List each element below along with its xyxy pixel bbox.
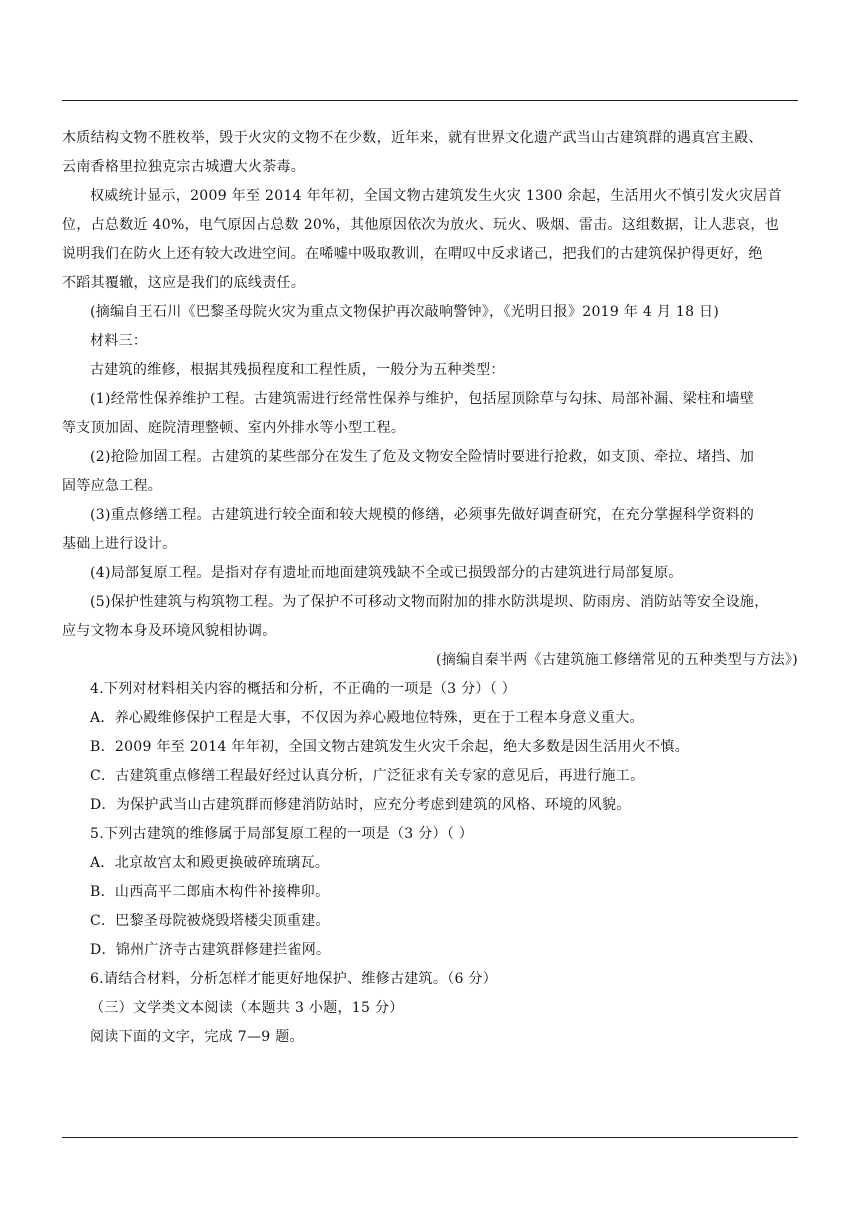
passage-text: 古建筑的维修，根据其残损程度和工程性质，一般分为五种类型： xyxy=(90,362,505,378)
passage-text: 应与文物本身及环境风貌相协调。 xyxy=(62,623,277,639)
header-rule xyxy=(62,100,798,101)
section-instruction: 阅读下面的文字，完成 7—9 题。 xyxy=(90,1029,304,1045)
passage-text: 不蹈其覆辙，这应是我们的底线责任。 xyxy=(62,275,306,291)
question-5-option-b: B．山西高平二郎庙木构件补接榫卯。 xyxy=(90,884,330,900)
question-4-title: 4.下列对材料相关内容的概括和分析，不正确的一项是（3 分）（ ） xyxy=(90,681,517,697)
question-4-option-c: C．古建筑重点修缮工程最好经过认真分析，广泛征求有关专家的意见后，再进行施工。 xyxy=(90,768,645,784)
passage-text: 木质结构文物不胜枚举，毁于火灾的文物不在少数，近年来，就有世界文化遗产武当山古建筑群的遇真宫主殿、 xyxy=(62,130,763,146)
source-citation: (摘编自王石川《巴黎圣母院火灾为重点文物保护再次敲响警钟》，《光明日报》2019 年 4 月 18 日) xyxy=(90,304,720,320)
passage-text: 固等应急工程。 xyxy=(62,478,163,494)
footer-rule xyxy=(62,1137,798,1138)
section-heading: （三）文学类文本阅读（本题共 3 小题，15 分） xyxy=(90,1000,404,1016)
question-5-option-d: D．锦州广济寺古建筑群修建拦雀网。 xyxy=(90,942,331,958)
passage-text: 等支顶加固、庭院清理整顿、室内外排水等小型工程。 xyxy=(62,420,406,436)
question-6-title: 6.请结合材料，分析怎样才能更好地保护、维修古建筑。（6 分） xyxy=(90,971,498,987)
passage-text: 基础上进行设计。 xyxy=(62,536,177,552)
passage-text: 云南香格里拉独克宗古城遭大火荼毒。 xyxy=(62,159,306,175)
passage-text: 权威统计显示，2009 年至 2014 年年初，全国文物古建筑发生火灾 1300 余起，生活用火不慎引发火灾居首 xyxy=(90,188,782,204)
passage-text: (4)局部复原工程。是指对存有遗址而地面建筑残缺不全或已损毁部分的古建筑进行局部复原。 xyxy=(90,565,683,581)
material-label: 材料三： xyxy=(90,333,148,349)
question-5-title: 5.下列古建筑的维修属于局部复原工程的一项是（3 分）（ ） xyxy=(90,826,474,842)
passage-text: 位，占总数近 40%，电气原因占总数 20%，其他原因依次为放火、玩火、吸烟、雷击。这组数据，让人悲哀，也 xyxy=(62,217,780,233)
passage-text: (2)抢险加固工程。古建筑的某些部分在发生了危及文物安全险情时要进行抢救，如支顶、牵拉、堵挡、加 xyxy=(90,449,755,465)
question-5-option-c: C．巴黎圣母院被烧毁塔楼尖顶重建。 xyxy=(90,913,330,929)
passage-text: (1)经常性保养维护工程。古建筑需进行经常性保养与维护，包括屋顶除草与勾抹、局部补漏、梁柱和墙壁 xyxy=(90,391,755,407)
passage-text: (3)重点修缮工程。古建筑进行较全面和较大规模的修缮，必须事先做好调查研究，在充分掌握科学资料的 xyxy=(90,507,755,523)
passage-text: (5)保护性建筑与构筑物工程。为了保护不可移动文物而附加的排水防洪堤坝、防雨房、消防站等安全设施， xyxy=(90,594,769,610)
question-5-option-a: A．北京故宫太和殿更换破碎琉璃瓦。 xyxy=(90,855,330,871)
document-body xyxy=(62,124,798,1052)
question-4-option-a: A．养心殿维修保护工程是大事，不仅因为养心殿地位特殊，更在于工程本身意义重大。 xyxy=(90,710,644,726)
source-citation: (摘编自秦半两《古建筑施工修缮常见的五种类型与方法》) xyxy=(435,652,798,668)
question-4-option-d: D．为保护武当山古建筑群而修建消防站时，应充分考虑到建筑的风格、环境的风貌。 xyxy=(90,797,631,813)
passage-text: 说明我们在防火上还有较大改进空间。在唏嘘中吸取教训，在喟叹中反求诸己，把我们的古建筑保护得更好，绝 xyxy=(62,246,763,262)
question-4-option-b: B．2009 年至 2014 年年初，全国文物古建筑发生火灾千余起，绝大多数是因生活用火不慎。 xyxy=(90,739,689,755)
